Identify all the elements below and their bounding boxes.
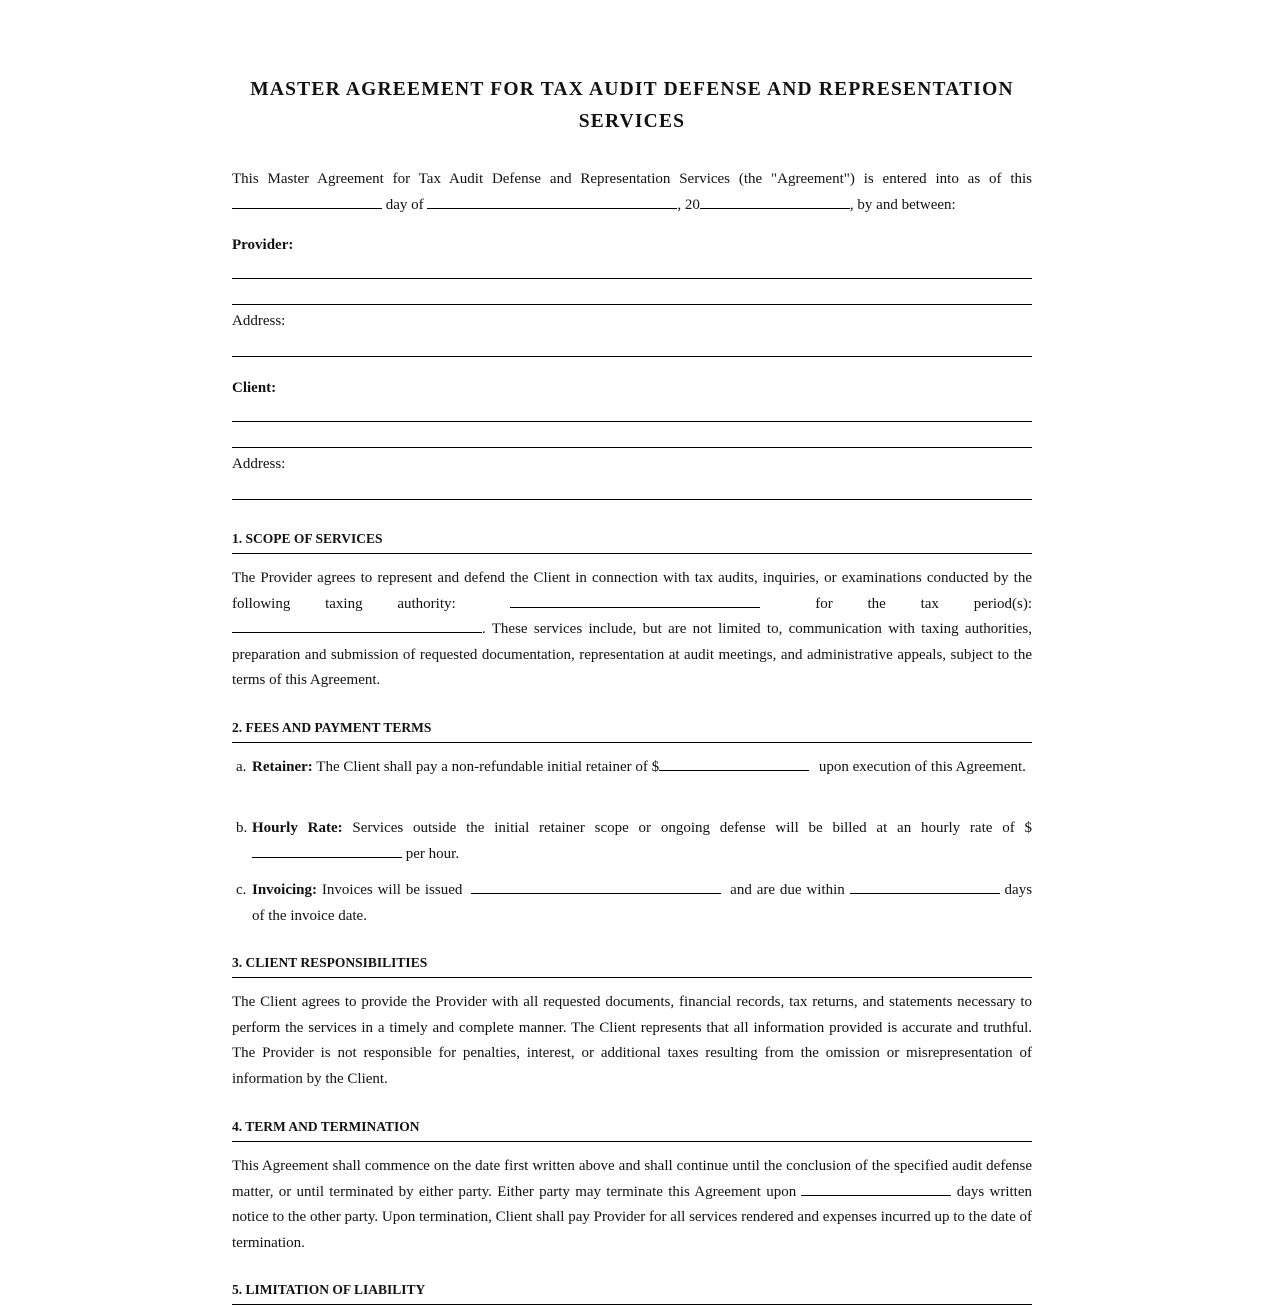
year-prefix-text: , 20 [677, 196, 700, 213]
list-item-hourly-rate [232, 816, 1032, 867]
intro-paragraph [232, 167, 1032, 218]
section-1-heading: 1. SCOPE OF SERVICES [232, 531, 1032, 554]
provider-name-line-2[interactable] [232, 304, 1032, 305]
list-marker: b. [236, 820, 248, 836]
client-address-label: Address: [232, 456, 286, 472]
section-3-heading: 3. CLIENT RESPONSIBILITIES [232, 955, 1032, 978]
invoice-frequency-field[interactable] [471, 879, 721, 894]
taxing-authority-field[interactable] [510, 593, 760, 608]
hourly-rate-text-2: per hour. [405, 845, 460, 862]
section-1-text-2: for the tax period(s): [815, 595, 1033, 612]
client-name-line[interactable] [232, 421, 1032, 422]
invoicing-label: Invoicing: [252, 882, 318, 898]
section-3-body [232, 990, 1032, 1092]
section-5-heading: 5. LIMITATION OF LIABILITY [232, 1282, 1032, 1305]
invoicing-text-3: days of the invoice date. [252, 882, 1033, 924]
retainer-amount-field[interactable] [659, 756, 809, 771]
list-item-retainer [232, 755, 1032, 781]
tax-period-field[interactable] [232, 618, 482, 633]
section-2-heading: 2. FEES AND PAYMENT TERMS [232, 720, 1032, 743]
notice-days-field[interactable] [801, 1181, 951, 1196]
provider-name-line[interactable] [232, 278, 1032, 279]
due-within-field[interactable] [850, 879, 1000, 894]
hourly-rate-text-1: Services outside the initial retainer scope or ongoing defense will be billed at an hourly rate of $ [352, 820, 1032, 836]
section-1-text-1: The Provider agrees to represent and defend the Client in connection with tax audits, inquiries, or examinations conducted by the following taxing authority: [232, 570, 1032, 612]
section-4-heading: 4. TERM AND TERMINATION [232, 1119, 1032, 1142]
list-marker: a. [236, 759, 247, 775]
document-title: MASTER AGREEMENT FOR TAX AUDIT DEFENSE AND REPRESENTATION SERVICES [250, 79, 1014, 132]
provider-label: Provider: [232, 237, 294, 253]
retainer-label: Retainer: [252, 759, 313, 775]
retainer-text-2: upon execution of this Agreement. [818, 759, 1026, 775]
section-4-text-1: This Agreement shall commence on the date first written above and shall continue until the conclusion of the specified audit defense matter, or until terminated by either party. Either party may terminate this Agreement upon [232, 1158, 1032, 1200]
client-label: Client: [232, 380, 277, 396]
year-field[interactable] [700, 194, 850, 209]
section-1-body [232, 566, 1032, 694]
client-name-line-2[interactable] [232, 447, 1032, 448]
day-field[interactable] [232, 194, 382, 209]
intro-text: This Master Agreement for Tax Audit Defense and Representation Services (the "Agreement") is entered into as of this [232, 171, 1032, 187]
day-of-text: day of [385, 196, 424, 213]
retainer-text-1: The Client shall pay a non-refundable initial retainer of $ [316, 759, 660, 775]
invoicing-text-2: and are due within [730, 882, 845, 898]
invoicing-text-1: Invoices will be issued [321, 882, 463, 898]
section-1-text-3: . These services include, but are not limited to, communication with taxing authorities, preparation and submission of requested documentation, representation at audit meetings, and administrative appeals, subject to the terms of this Agreement. [232, 621, 1032, 689]
hourly-rate-label: Hourly Rate: [252, 820, 343, 836]
list-marker: c. [236, 882, 247, 898]
provider-address-label: Address: [232, 313, 286, 329]
hourly-rate-field[interactable] [252, 843, 402, 858]
section-3-text: The Client agrees to provide the Provider with all requested documents, financial records, tax returns, and statements necessary to perform the services in a timely and complete manner. The Client represents that all information provided is accurate and truthful. The Provider is not responsible for penalties, interest, or additional taxes resulting from the omission or misrepresentation of information by the Client. [232, 994, 1032, 1087]
section-4-text-2: days written notice to the other party. Upon termination, Client shall pay Provider for all services rendered and expenses incurred up to the date of termination. [232, 1183, 1032, 1251]
provider-address-line[interactable] [232, 356, 1032, 357]
client-address-line[interactable] [232, 499, 1032, 500]
list-item-invoicing [232, 878, 1032, 929]
by-and-between-text: , by and between: [849, 196, 956, 213]
section-4-body [232, 1154, 1032, 1256]
month-field[interactable] [427, 194, 677, 209]
